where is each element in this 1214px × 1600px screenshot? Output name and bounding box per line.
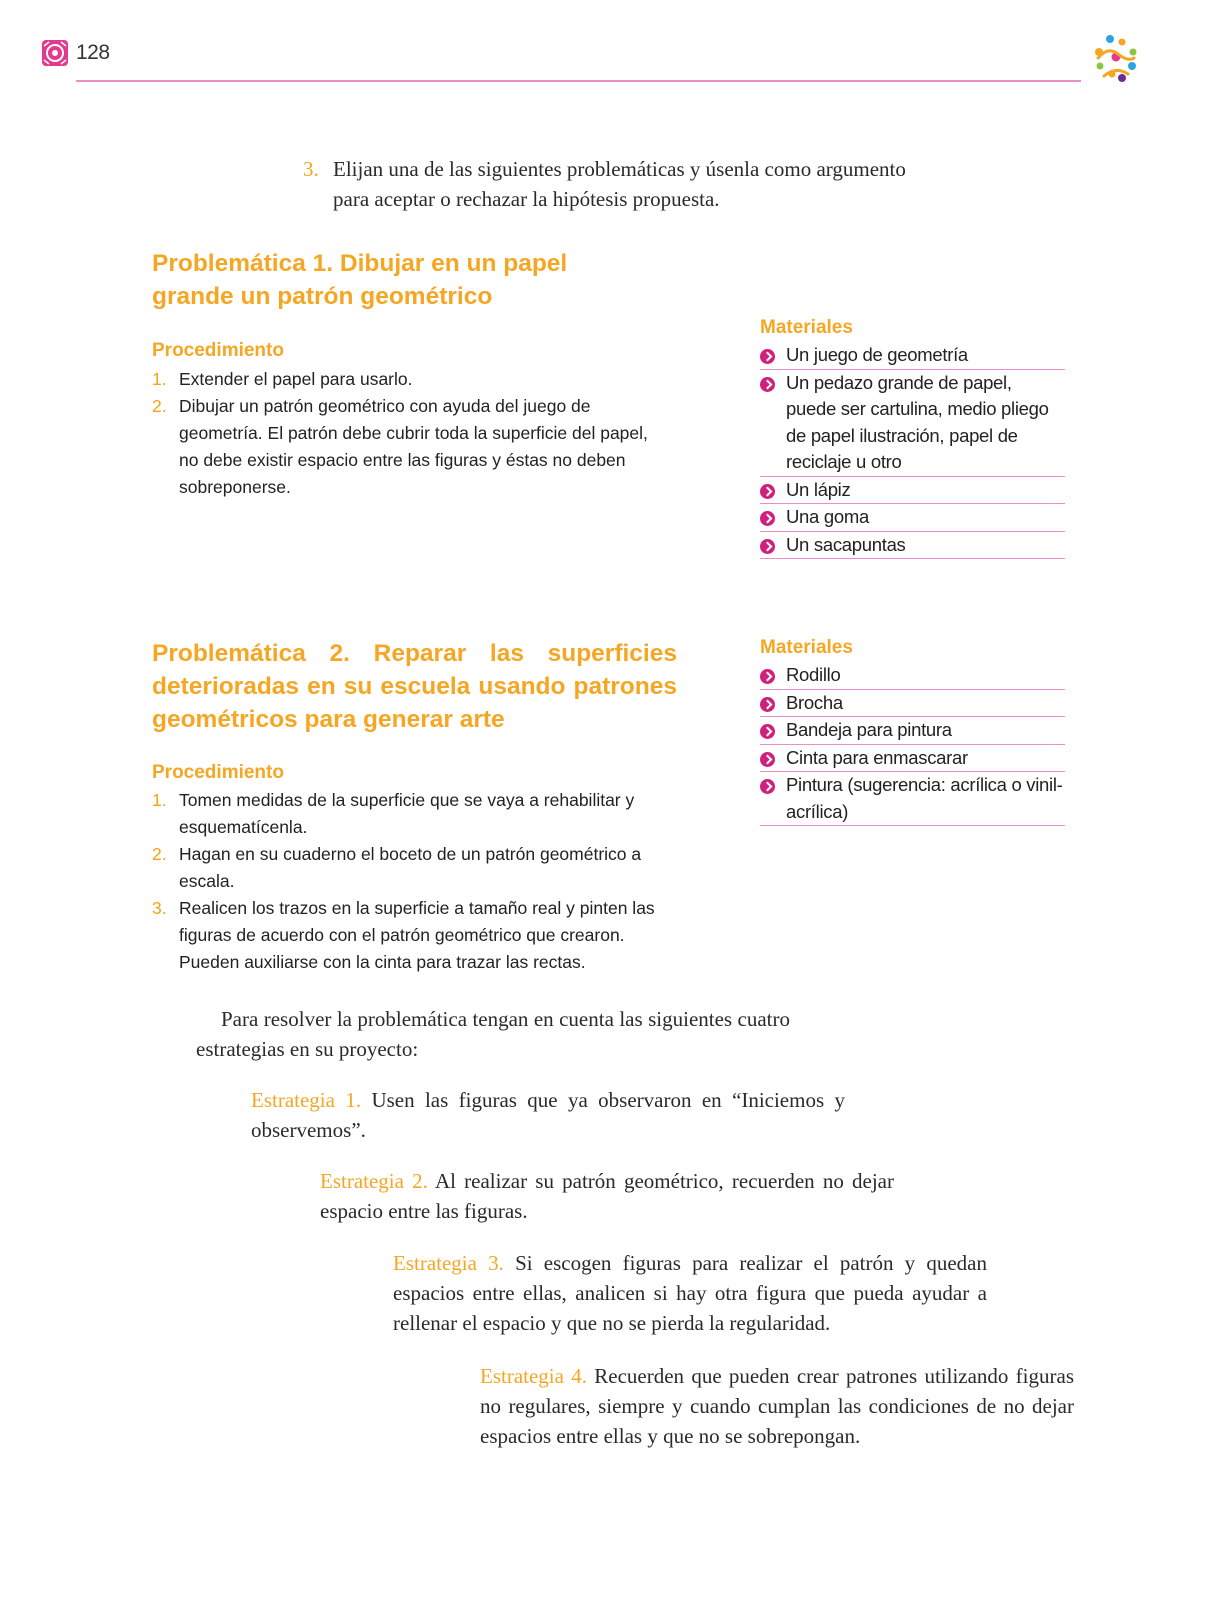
step-text: Dibujar un patrón geométrico con ayuda del juego de geometría. El patrón debe cubrir toda la superficie del papel, no debe existir espacio entre las figuras y éstas no deben sobreponerse. (179, 396, 648, 497)
problem-1-title: Problemática 1. Dibujar en un papel grande un patrón geométrico (152, 250, 568, 310)
problem-1-steps (152, 366, 662, 501)
chevron-bullet-icon (760, 511, 775, 526)
strategy-text: Si escogen figuras para realizar el patrón y quedan espacios entre ellas, analicen si hay otra figura que pueda ayudar a rellenar el espacio y que no se pierda la regularidad. (393, 1251, 987, 1335)
material-item (760, 370, 1065, 477)
strategy-3 (393, 1248, 987, 1338)
material-text: Un lápiz (786, 478, 851, 500)
chevron-bullet-icon (760, 697, 775, 712)
chevron-bullet-icon (760, 377, 775, 392)
material-text: Un juego de geometría (786, 344, 968, 365)
problem-2-steps (152, 787, 677, 976)
problem-1-materials (760, 342, 1065, 559)
material-text: Un sacapuntas (786, 533, 906, 555)
problem-1-procedure-heading: Procedimiento (152, 340, 284, 361)
material-item (760, 477, 1065, 505)
page-number: 128 (76, 41, 110, 64)
material-item (760, 662, 1065, 690)
procedure-step (152, 787, 677, 841)
problem-2-materials (760, 662, 1065, 826)
problem-2-materials-heading: Materiales (760, 637, 853, 658)
chevron-bullet-icon (760, 669, 775, 684)
step-text: Realicen los trazos en la superficie a tamaño real y pinten las figuras de acuerdo con el patrón geométrico que crearon. Pueden auxiliarse con la cinta para trazar las rectas. (179, 898, 655, 972)
step-text: Hagan en su cuaderno el boceto de un patrón geométrico a escala. (179, 844, 642, 891)
step-number: 2. (152, 844, 167, 864)
chevron-bullet-icon (760, 724, 775, 739)
material-text: Rodillo (786, 664, 841, 685)
chevron-bullet-icon (760, 484, 775, 499)
material-item (760, 772, 1065, 826)
strategy-label: Estrategia 4. (480, 1364, 587, 1388)
strategy-text: Recuerden que pueden crear patrones utilizando figuras no regulares, siempre y cuando cumplan las condiciones de no dejar espacios entre ellas y que no se sobrepongan. (480, 1364, 1075, 1448)
intro-number: 3. (303, 157, 319, 181)
strategy-label: Estrategia 3. (393, 1251, 504, 1275)
procedure-step (152, 366, 662, 393)
chevron-bullet-icon (760, 752, 775, 767)
step-number: 2. (152, 396, 167, 416)
material-text: Una goma (786, 506, 869, 527)
strategy-4 (480, 1361, 1074, 1451)
step-text: Extender el papel para usarlo. (179, 369, 413, 389)
strategy-text: Al realizar su patrón geométrico, recuerden no dejar espacio entre las figuras. (320, 1169, 894, 1223)
procedure-step (152, 895, 677, 976)
material-text: Cinta para enmascarar (786, 746, 968, 768)
step-number: 3. (152, 898, 167, 918)
material-item (760, 504, 1065, 532)
problem-2-procedure-heading: Procedimiento (152, 762, 284, 783)
strategy-label: Estrategia 2. (320, 1169, 428, 1193)
colored-dots-logo (1088, 32, 1144, 88)
procedure-step (152, 841, 677, 895)
material-item (760, 745, 1065, 773)
material-item (760, 690, 1065, 718)
material-text: Bandeja para pintura (786, 719, 952, 740)
material-item (760, 717, 1065, 745)
chevron-bullet-icon (760, 349, 775, 364)
step-number: 1. (152, 369, 167, 389)
decorative-stamp-icon (40, 38, 70, 68)
step-text: Tomen medidas de la superficie que se vaya a rehabilitar y esquematícenla. (179, 790, 635, 837)
chevron-bullet-icon (760, 779, 775, 794)
strategy-1 (251, 1085, 845, 1145)
strategy-text: Usen las figuras que ya observaron en “Iniciemos y observemos”. (251, 1088, 845, 1142)
material-text: Brocha (786, 691, 843, 713)
strategy-label: Estrategia 1. (251, 1088, 362, 1112)
header-rule (76, 80, 1081, 82)
chevron-bullet-icon (760, 539, 775, 554)
strategy-2 (320, 1166, 894, 1226)
problem-2-title: Problemática 2. Reparar las superficies deterioradas en su escuela usando patrones geométricos para generar arte (152, 640, 677, 733)
material-text: Pintura (sugerencia: acrílica o vinil-acrílica) (786, 774, 1063, 822)
procedure-step (152, 393, 662, 501)
intro-text: Elijan una de las siguientes problemáticas y úsenla como argumento para aceptar o rechazar la hipótesis propuesta. (333, 157, 906, 211)
material-item (760, 532, 1065, 560)
step-number: 1. (152, 790, 167, 810)
problem-1-materials-heading: Materiales (760, 317, 853, 338)
material-item (760, 342, 1065, 370)
closing-paragraph: Para resolver la problemática tengan en cuenta las siguientes cuatro estrategias en su proyecto: (196, 1007, 790, 1061)
intro-item (303, 154, 923, 214)
material-text: Un pedazo grande de papel, puede ser cartulina, medio pliego de papel ilustración, papel de reciclaje u otro (786, 371, 1049, 472)
